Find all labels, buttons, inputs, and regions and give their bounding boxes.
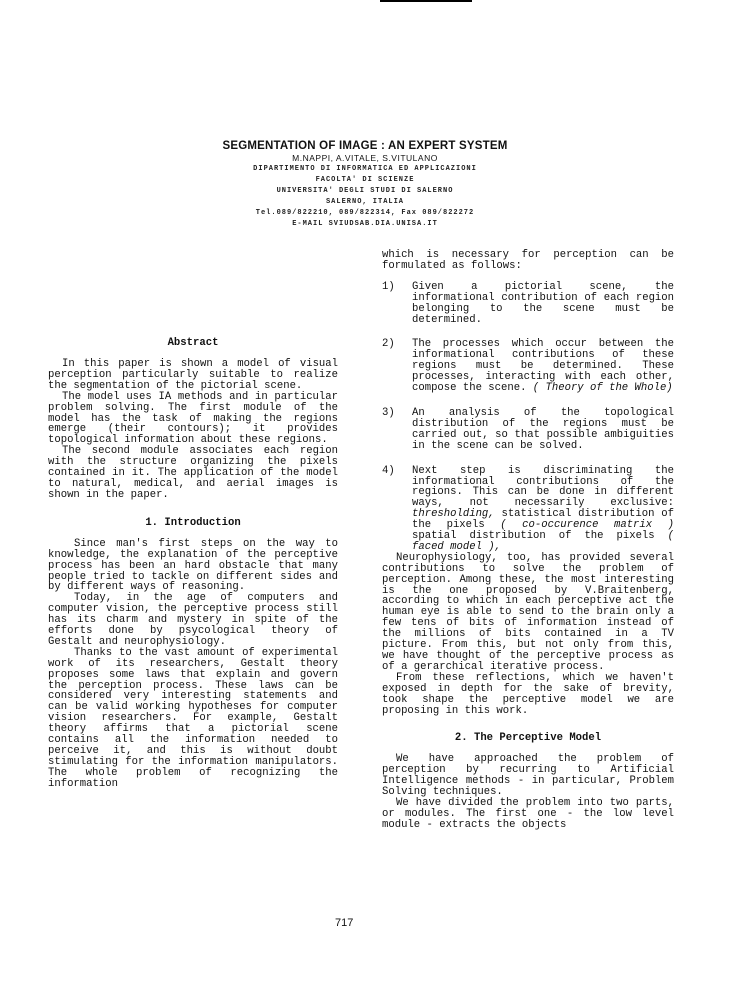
list-number: 3) xyxy=(382,406,395,419)
affiliation-line: FACOLTA' DI SCIENZE xyxy=(315,176,415,184)
paper-title: SEGMENTATION OF IMAGE : AN EXPERT SYSTEM xyxy=(222,140,508,152)
abstract-paragraph: In this paper is shown a model of visual perception particularly suitable to realize the segmentation of the pictorial scene. xyxy=(48,358,338,392)
abstract-paragraph: The second module associates each region with the structure organizing the pixels contained in it. The application of the model to natural, medical, and aerial images is shown in the paper. xyxy=(48,445,338,501)
intro-paragraph: Since man's first steps on the way to knowledge, the explanation of the perceptive process has been an hard obstacle that many people tried to tackle on different sides and by different ways of reasoning. xyxy=(48,537,338,594)
section-2-paragraph: We have divided the problem into two parts, or modules. The first one - the low level module - extracts the objects xyxy=(382,797,674,831)
abstract-paragraph: The model uses IA methods and in particular problem solving. The first module of the model has the task of making the regions emerge (their contours); it provides topological information about these regions. xyxy=(48,390,338,447)
list-text: Next step is discriminating the informational contributions of the regions. This can be done in different ways, not necessarily exclusive: xyxy=(412,464,674,510)
top-rule xyxy=(380,0,472,2)
list-text: Given a pictorial scene, the informational contribution of each region belonging to the scene must be determined. xyxy=(412,280,674,326)
list-number: 4) xyxy=(382,464,395,477)
body-paragraph: Neurophysiology, too, has provided several contributions to solve the problem of perception. Among these, the most interesting is the one proposed by V.Braitenberg, according to which in each perceptive act the human eye is able to send to the brain only a few tens of bits of information instead of the millions of bits contained in a TV picture. From this, but not only from this, we have thought of the perceptive process as of a gerarchical iterative process. xyxy=(382,551,674,673)
list-body xyxy=(412,466,674,553)
authors: M.NAPPI, A.VITALE, S.VITULANO xyxy=(292,153,438,163)
list-text: The processes which occur between the informational contributions of these regions must be determined. These processes, interacting with each other, compose the scene. xyxy=(412,338,674,395)
page-number: 717 xyxy=(335,917,354,929)
affiliation-line: SALERNO, ITALIA xyxy=(325,198,404,206)
right-column xyxy=(382,250,674,831)
lead-paragraph: which is necessary for perception can be formulated as follows: xyxy=(382,249,674,272)
intro-paragraph: Thanks to the vast amount of experimental work of its researchers, Gestalt theory proposes some laws that explain and govern the perception process. These laws can be considered very interesting statements and can be valid working hypotheses for computer vision researchers. For example, Gestalt theory affirms that a pictorial scene contains all the information needed to perceive it, and this is without doubt stimulating for the information manipulators. The whole problem of recognizing the information xyxy=(48,646,338,790)
list-italic: ( co-occurence matrix ) xyxy=(500,519,675,532)
list-item xyxy=(382,339,674,394)
list-text: spatial distribution of the pixels xyxy=(412,530,668,543)
list-text: An analysis of the topological distribution of the regions must be carried out, so that possible ambiguities in the scene can be solved. xyxy=(412,406,674,452)
list-body xyxy=(412,339,674,394)
intro-paragraph: Today, in the age of computers and computer vision, the perceptive process still has its charm and mystery in spite of the efforts done by psycological theory of Gestalt and neurophysiology. xyxy=(48,592,338,648)
list-text: statistical distribution of the pixels xyxy=(412,508,674,532)
list-number: 1) xyxy=(382,280,395,293)
affiliation-line: DIPARTIMENTO DI INFORMATICA ED APPLICAZIONI xyxy=(253,165,477,173)
contact-phone: Tel.089/822210, 089/822314, Fax 089/822272 xyxy=(255,209,475,217)
affiliation-line: UNIVERSITA' DEGLI STUDI DI SALERNO xyxy=(276,187,454,195)
list-italic: thresholding, xyxy=(412,508,495,521)
list-item xyxy=(382,408,674,452)
list-number: 2) xyxy=(382,338,395,351)
body-paragraph: From these reflections, which we haven't exposed in depth for the sake of brevity, took shape the perceptive model we are proposing in this work. xyxy=(382,671,674,717)
paper-header xyxy=(150,140,580,230)
list-italic: ( faced model ), xyxy=(412,530,674,553)
abstract-heading: Abstract xyxy=(167,337,219,349)
left-column xyxy=(48,337,338,790)
introduction-heading: 1. Introduction xyxy=(145,516,241,529)
section-2-paragraph: We have approached the problem of perception by recurring to Artificial Intelligence methods - in particular, Problem Solving techniques. xyxy=(382,753,674,799)
list-item xyxy=(382,282,674,326)
list-italic: ( Theory of the Whole) xyxy=(532,382,673,395)
section-2-heading: 2. The Perceptive Model xyxy=(454,732,602,745)
list-item xyxy=(382,466,674,553)
contact-email: E-MAIL SVIUDSAB.DIA.UNISA.IT xyxy=(292,220,438,228)
